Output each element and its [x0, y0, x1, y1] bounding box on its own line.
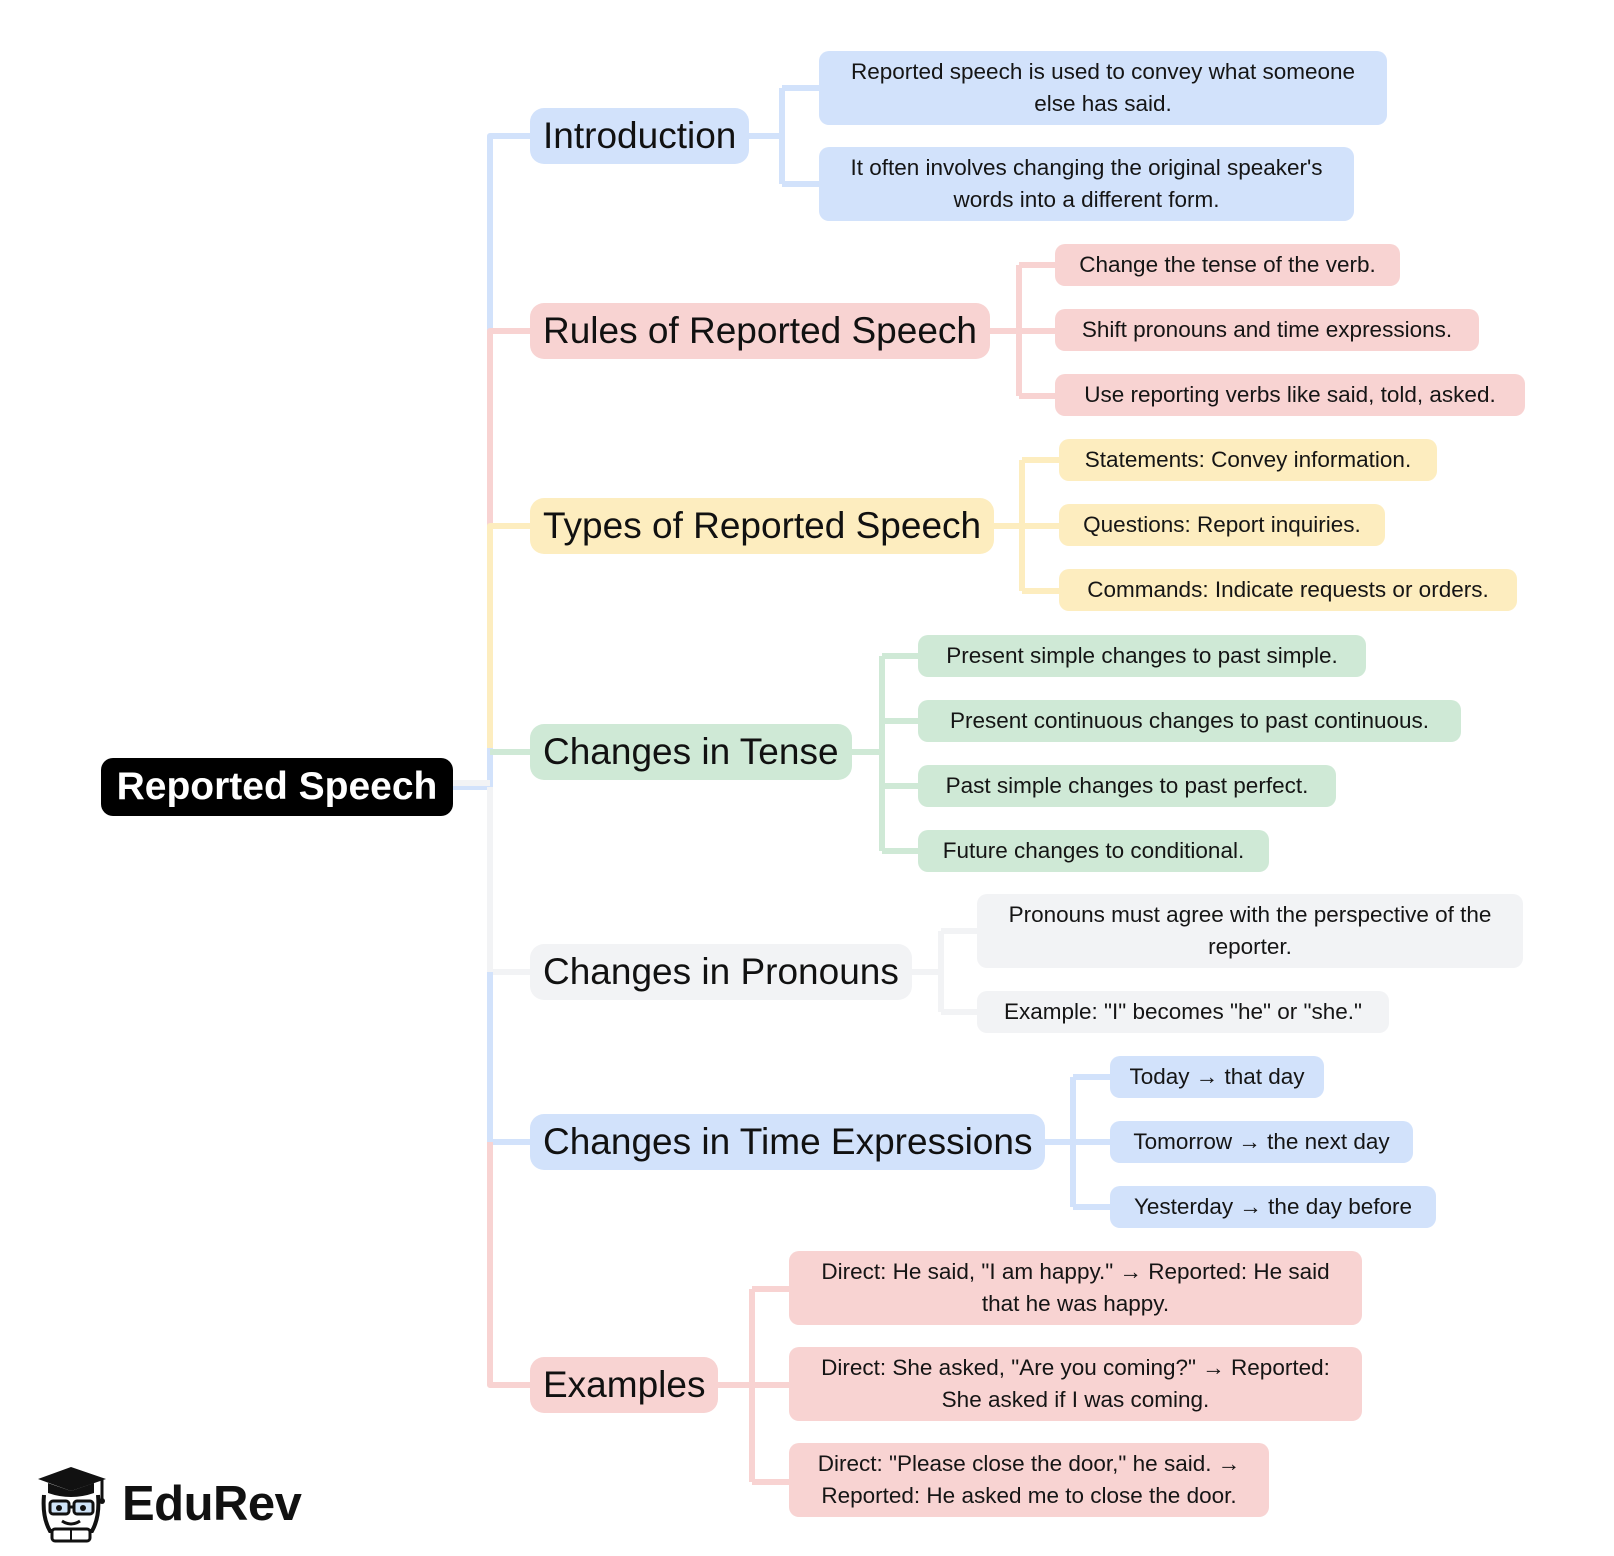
- trunk-segment-rules: [490, 331, 530, 525]
- branch-changes-in-pronouns: Changes in Pronouns: [530, 944, 912, 1000]
- leaf-tense-2: Present continuous changes to past continuous.: [918, 700, 1461, 742]
- leaf-introduction-2: It often involves changing the original speaker's words into a different form.: [819, 147, 1354, 221]
- leaf-pronouns-1: Pronouns must agree with the perspective of the reporter.: [977, 894, 1523, 968]
- connector-examples: [714, 1289, 792, 1482]
- connector-pronouns: [903, 931, 980, 1012]
- leaf-tense-4: Future changes to conditional.: [918, 830, 1269, 872]
- leaf-types-3: Commands: Indicate requests or orders.: [1059, 569, 1517, 611]
- logo-text: EduRev: [122, 1477, 302, 1531]
- connector-tense: [845, 656, 921, 851]
- trunk-segment-time: [490, 972, 530, 1142]
- branch-changes-in-time-expressions: Changes in Time Expressions: [530, 1114, 1045, 1170]
- leaf-tense-3: Past simple changes to past perfect.: [918, 765, 1336, 807]
- connector-introduction: [745, 88, 822, 184]
- leaf-types-1: Statements: Convey information.: [1059, 439, 1437, 481]
- root-node: Reported Speech: [101, 758, 453, 816]
- leaf-time-2: Tomorrow → the next day: [1110, 1121, 1413, 1163]
- leaf-introduction-1: Reported speech is used to convey what someone else has said.: [819, 51, 1387, 125]
- branch-rules-of-reported-speech: Rules of Reported Speech: [530, 303, 990, 359]
- branch-introduction: Introduction: [530, 108, 749, 164]
- trunk-segment-types: [490, 526, 530, 748]
- trunk-segment-examples: [490, 1142, 530, 1385]
- leaf-examples-3: Direct: "Please close the door," he said. → Reported: He asked me to close the door.: [789, 1443, 1269, 1517]
- leaf-tense-1: Present simple changes to past simple.: [918, 635, 1366, 677]
- graduation-cap-mascot-icon: [28, 1465, 114, 1543]
- leaf-time-1: Today → that day: [1110, 1056, 1324, 1098]
- connector-rules: [979, 265, 1058, 396]
- leaf-examples-2: Direct: She asked, "Are you coming?" → Reported: She asked if I was coming.: [789, 1347, 1362, 1421]
- branch-examples: Examples: [530, 1357, 718, 1413]
- leaf-rules-1: Change the tense of the verb.: [1055, 244, 1400, 286]
- edurev-logo: [28, 1465, 301, 1543]
- leaf-rules-3: Use reporting verbs like said, told, asked.: [1055, 374, 1525, 416]
- leaf-time-3: Yesterday → the day before: [1110, 1186, 1436, 1228]
- leaf-rules-2: Shift pronouns and time expressions.: [1055, 309, 1479, 351]
- trunk-segment-pronouns: [453, 783, 530, 972]
- leaf-types-2: Questions: Report inquiries.: [1059, 504, 1385, 546]
- connector-types: [983, 460, 1062, 591]
- leaf-examples-1: Direct: He said, "I am happy." → Reported: He said that he was happy.: [789, 1251, 1362, 1325]
- branch-types-of-reported-speech: Types of Reported Speech: [530, 498, 994, 554]
- connector-time: [1034, 1077, 1113, 1207]
- branch-changes-in-tense: Changes in Tense: [530, 724, 852, 780]
- leaf-pronouns-2: Example: "I" becomes "he" or "she.": [977, 991, 1389, 1033]
